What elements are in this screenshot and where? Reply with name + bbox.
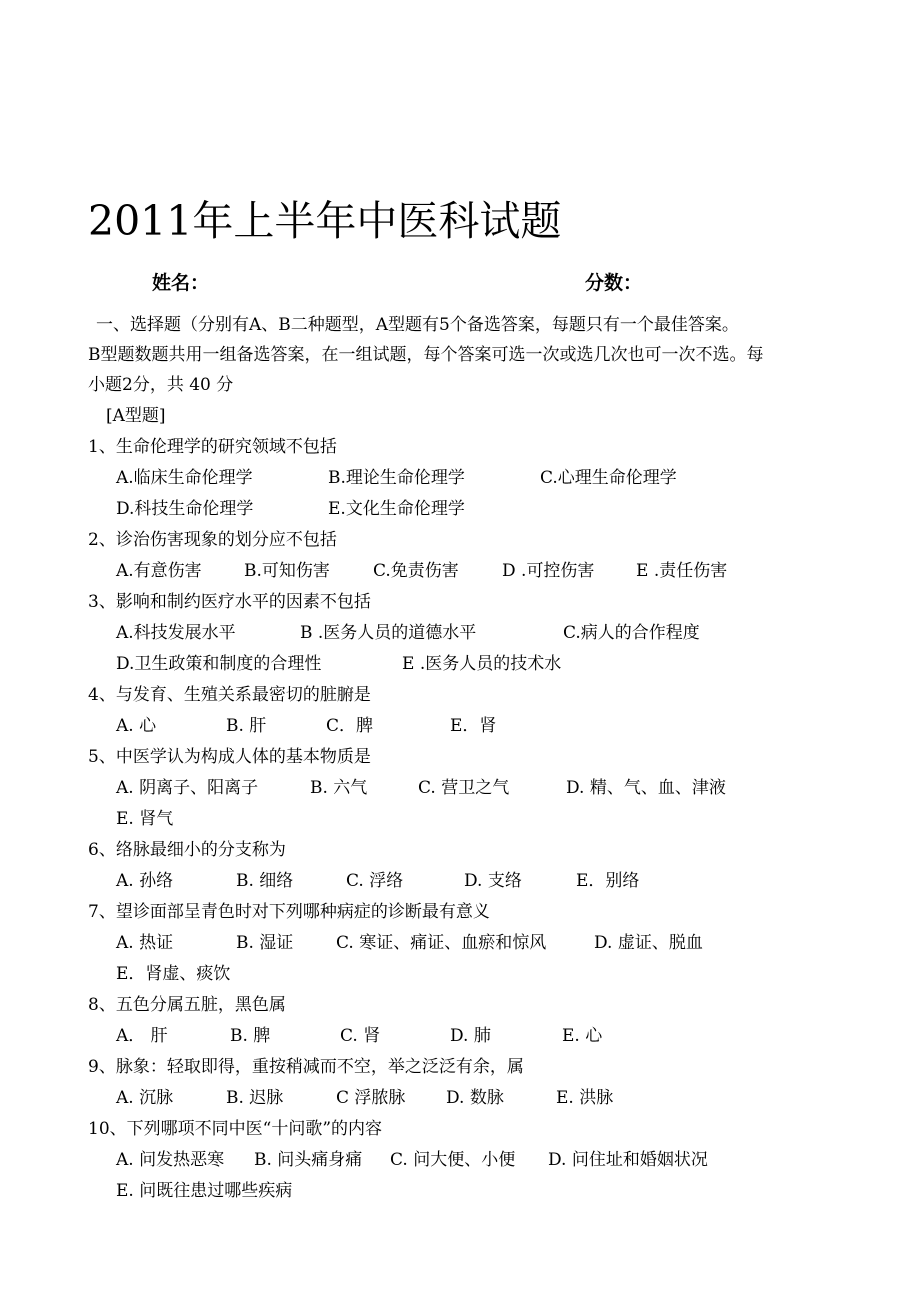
options-row <box>116 559 880 583</box>
option-2e: E .责任伤害 <box>636 561 728 581</box>
question-3: 3、影响和制约医疗水平的因素不包括 <box>88 592 371 612</box>
option-5c: C. 营卫之气 <box>418 778 510 798</box>
options-row <box>116 466 880 490</box>
option-6e: E．别络 <box>576 871 640 891</box>
option-3e: E .医务人员的技术水 <box>402 654 562 674</box>
option-8d: D. 肺 <box>450 1026 491 1046</box>
option-4b: B. 肝 <box>226 716 267 736</box>
options-row <box>116 807 880 831</box>
option-4c: C．脾 <box>326 716 374 736</box>
option-7d: D. 虚证、脱血 <box>594 933 703 953</box>
option-5b: B. 六气 <box>310 778 368 798</box>
option-3c: C.病人的合作程度 <box>563 623 700 643</box>
option-3d: D.卫生政策和制度的合理性 <box>116 654 322 674</box>
question-10: 10、下列哪项不同中医“十问歌”的内容 <box>88 1119 383 1139</box>
instructions-line-1: 一、选择题（分别有A、B二种题型，A型题有5个备选答案，每题只有一个最佳答案。 <box>96 315 739 335</box>
name-label: 姓名： <box>152 272 210 294</box>
question-5: 5、中医学认为构成人体的基本物质是 <box>88 747 371 767</box>
option-6c: C. 浮络 <box>346 871 404 891</box>
option-10c: C. 问大便、小便 <box>390 1150 516 1170</box>
options-row <box>116 962 880 986</box>
option-3b: B .医务人员的道德水平 <box>300 623 477 643</box>
options-row <box>116 1086 880 1110</box>
question-8: 8、五色分属五脏，黑色属 <box>88 995 286 1015</box>
options-row <box>116 1179 880 1203</box>
option-8a: A． 肝 <box>116 1026 168 1046</box>
options-row <box>116 714 880 738</box>
option-9a: A. 沉脉 <box>116 1088 174 1108</box>
options-row <box>116 869 880 893</box>
question-1: 1、生命伦理学的研究领域不包括 <box>88 437 337 457</box>
option-9e: E. 洪脉 <box>556 1088 614 1108</box>
question-4: 4、与发育、生殖关系最密切的脏腑是 <box>88 685 371 705</box>
option-5d: D. 精、气、血、津液 <box>566 778 726 798</box>
option-2a: A.有意伤害 <box>116 561 202 581</box>
option-7b: B. 湿证 <box>236 933 294 953</box>
options-row <box>116 1148 880 1172</box>
option-7c: C. 寒证、痛证、血瘀和惊风 <box>336 933 547 953</box>
option-1d: D.科技生命伦理学 <box>116 499 254 519</box>
question-2: 2、诊治伤害现象的划分应不包括 <box>88 530 337 550</box>
option-9b: B. 迟脉 <box>226 1088 284 1108</box>
option-8e: E. 心 <box>562 1026 603 1046</box>
options-row <box>116 1024 880 1048</box>
option-5a: A. 阴离子、阳离子 <box>116 778 259 798</box>
section-label: [A型题] <box>106 406 166 426</box>
option-10e: E. 问既往患过哪些疾病 <box>116 1181 293 1201</box>
option-6b: B. 细络 <box>236 871 294 891</box>
options-row <box>116 497 880 521</box>
options-row <box>116 931 880 955</box>
option-2b: B.可知伤害 <box>244 561 330 581</box>
option-1b: B.理论生命伦理学 <box>328 468 465 488</box>
option-3a: A.科技发展水平 <box>116 623 236 643</box>
page-title: 2011年上半年中医科试题 <box>88 197 562 245</box>
option-8b: B. 脾 <box>230 1026 271 1046</box>
option-10a: A. 问发热恶寒 <box>116 1150 225 1170</box>
option-10b: B. 问头痛身痛 <box>254 1150 363 1170</box>
option-9d: D. 数脉 <box>446 1088 504 1108</box>
instructions-line-2: B型题数题共用一组备选答案，在一组试题，每个答案可选一次或选几次也可一次不选。每 <box>88 345 764 365</box>
option-6a: A. 孙络 <box>116 871 174 891</box>
option-2d: D .可控伤害 <box>502 561 595 581</box>
option-1e: E.文化生命伦理学 <box>328 499 465 519</box>
question-6: 6、络脉最细小的分支称为 <box>88 840 286 860</box>
option-9c: C 浮脓脉 <box>336 1088 406 1108</box>
option-7e: E．肾虚、痰饮 <box>116 964 231 984</box>
option-8c: C. 肾 <box>340 1026 381 1046</box>
options-row <box>116 652 880 676</box>
option-4e: E．肾 <box>450 716 497 736</box>
option-2c: C.免责伤害 <box>373 561 459 581</box>
score-label: 分数： <box>585 272 643 294</box>
instructions-line-3: 小题2分，共 40 分 <box>88 375 234 395</box>
options-row <box>116 621 880 645</box>
question-9: 9、脉象：轻取即得，重按稍减而不空，举之泛泛有余，属 <box>88 1057 524 1077</box>
option-6d: D. 支络 <box>464 871 522 891</box>
option-5e: E. 肾气 <box>116 809 174 829</box>
question-7: 7、望诊面部呈青色时对下列哪种病症的诊断最有意义 <box>88 902 490 922</box>
option-4a: A. 心 <box>116 716 157 736</box>
option-10d: D. 问住址和婚姻状况 <box>548 1150 708 1170</box>
option-7a: A. 热证 <box>116 933 174 953</box>
option-1a: A.临床生命伦理学 <box>116 468 253 488</box>
option-1c: C.心理生命伦理学 <box>540 468 677 488</box>
options-row <box>116 776 880 800</box>
